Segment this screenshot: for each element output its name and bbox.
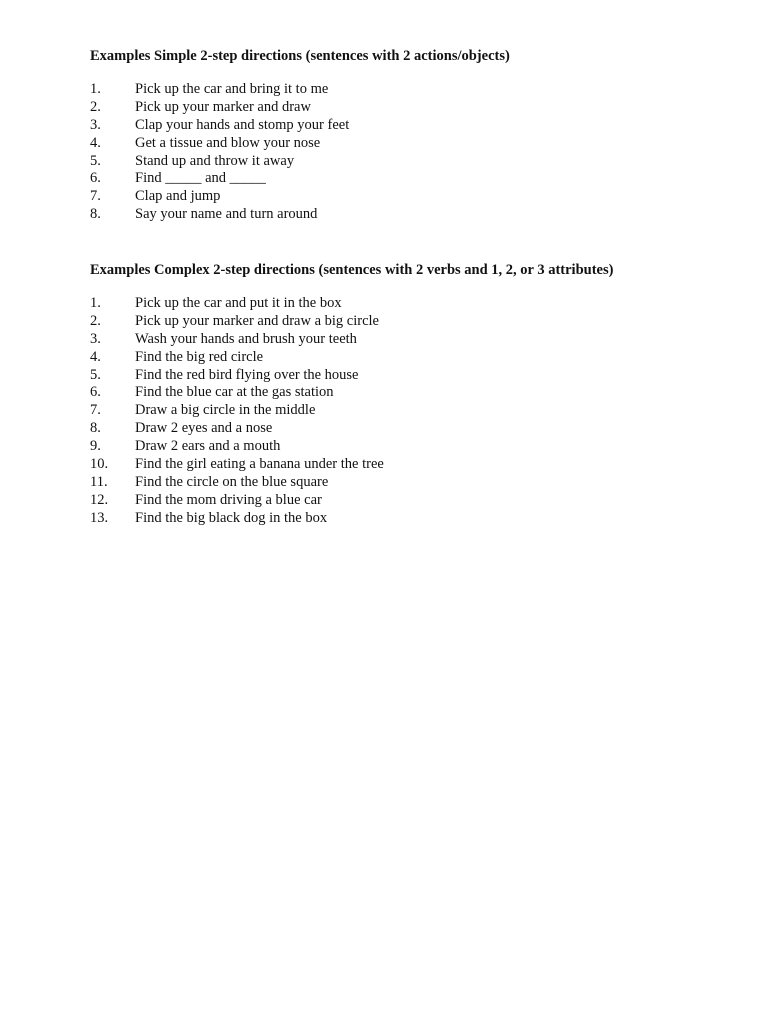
- item-number: 3.: [90, 116, 101, 133]
- item-text: Find the circle on the blue square: [135, 473, 329, 490]
- list-item: [90, 331, 384, 349]
- list-item: [90, 349, 384, 367]
- item-text: Pick up the car and bring it to me: [135, 81, 329, 97]
- item-number: 1.: [90, 295, 101, 311]
- item-number: 2.: [90, 312, 101, 329]
- item-number: 5.: [90, 152, 101, 169]
- list-item: [90, 367, 384, 385]
- item-number: 10.: [90, 456, 109, 473]
- item-number: 9.: [90, 438, 101, 455]
- item-text: Find the big red circle: [135, 348, 264, 365]
- item-number: 12.: [90, 491, 109, 508]
- item-number: 6.: [90, 170, 101, 187]
- item-text: Say your name and turn around: [135, 206, 318, 223]
- item-text: Pick up the car and put it in the box: [135, 295, 342, 311]
- item-text: Find the blue car at the gas station: [135, 384, 334, 401]
- item-text: Wash your hands and brush your teeth: [135, 330, 357, 347]
- simple-directions-list: [90, 81, 349, 224]
- item-text: Stand up and throw it away: [135, 152, 295, 169]
- item-text: Pick up your marker and draw: [135, 98, 311, 115]
- item-number: 1.: [90, 81, 101, 97]
- list-item: [90, 402, 384, 420]
- item-text: Find the big black dog in the box: [135, 509, 328, 526]
- item-number: 11.: [90, 473, 108, 490]
- item-text: Clap your hands and stomp your feet: [135, 116, 350, 133]
- item-text: Clap and jump: [135, 188, 221, 205]
- item-text: Pick up your marker and draw a big circle: [135, 312, 379, 329]
- item-number: 4.: [90, 134, 101, 151]
- item-number: 7.: [90, 402, 101, 419]
- item-text: Draw a big circle in the middle: [135, 402, 316, 419]
- list-item: [90, 510, 384, 528]
- item-number: 6.: [90, 384, 101, 401]
- item-number: 2.: [90, 98, 101, 115]
- section2-heading: Examples Complex 2-step directions (sentences with 2 verbs and 1, 2, or 3 attributes): [90, 262, 614, 278]
- item-number: 8.: [90, 206, 101, 223]
- list-item: [90, 295, 384, 313]
- list-item: [90, 384, 384, 402]
- list-item: [90, 492, 384, 510]
- item-number: 13.: [90, 509, 109, 526]
- list-item: [90, 170, 349, 188]
- item-number: 5.: [90, 366, 101, 383]
- item-number: 8.: [90, 420, 101, 437]
- item-text: Find the girl eating a banana under the tree: [135, 456, 384, 473]
- list-item: [90, 474, 384, 492]
- item-number: 7.: [90, 188, 101, 205]
- item-number: 4.: [90, 348, 101, 365]
- list-item: [90, 313, 384, 331]
- list-item: [90, 206, 349, 224]
- list-item: [90, 81, 349, 99]
- item-text: Find the mom driving a blue car: [135, 491, 322, 508]
- item-text: Draw 2 eyes and a nose: [135, 420, 273, 437]
- list-item: [90, 420, 384, 438]
- list-item: [90, 438, 384, 456]
- list-item: [90, 456, 384, 474]
- list-item: [90, 135, 349, 153]
- list-item: [90, 153, 349, 171]
- list-item: [90, 188, 349, 206]
- list-item: [90, 99, 349, 117]
- item-text: Find _____ and _____: [135, 170, 266, 187]
- section1-heading: Examples Simple 2-step directions (sentences with 2 actions/objects): [90, 48, 510, 64]
- item-text: Get a tissue and blow your nose: [135, 134, 321, 151]
- item-text: Draw 2 ears and a mouth: [135, 438, 281, 455]
- complex-directions-list: [90, 295, 384, 528]
- item-number: 3.: [90, 330, 101, 347]
- list-item: [90, 117, 349, 135]
- item-text: Find the red bird flying over the house: [135, 366, 359, 383]
